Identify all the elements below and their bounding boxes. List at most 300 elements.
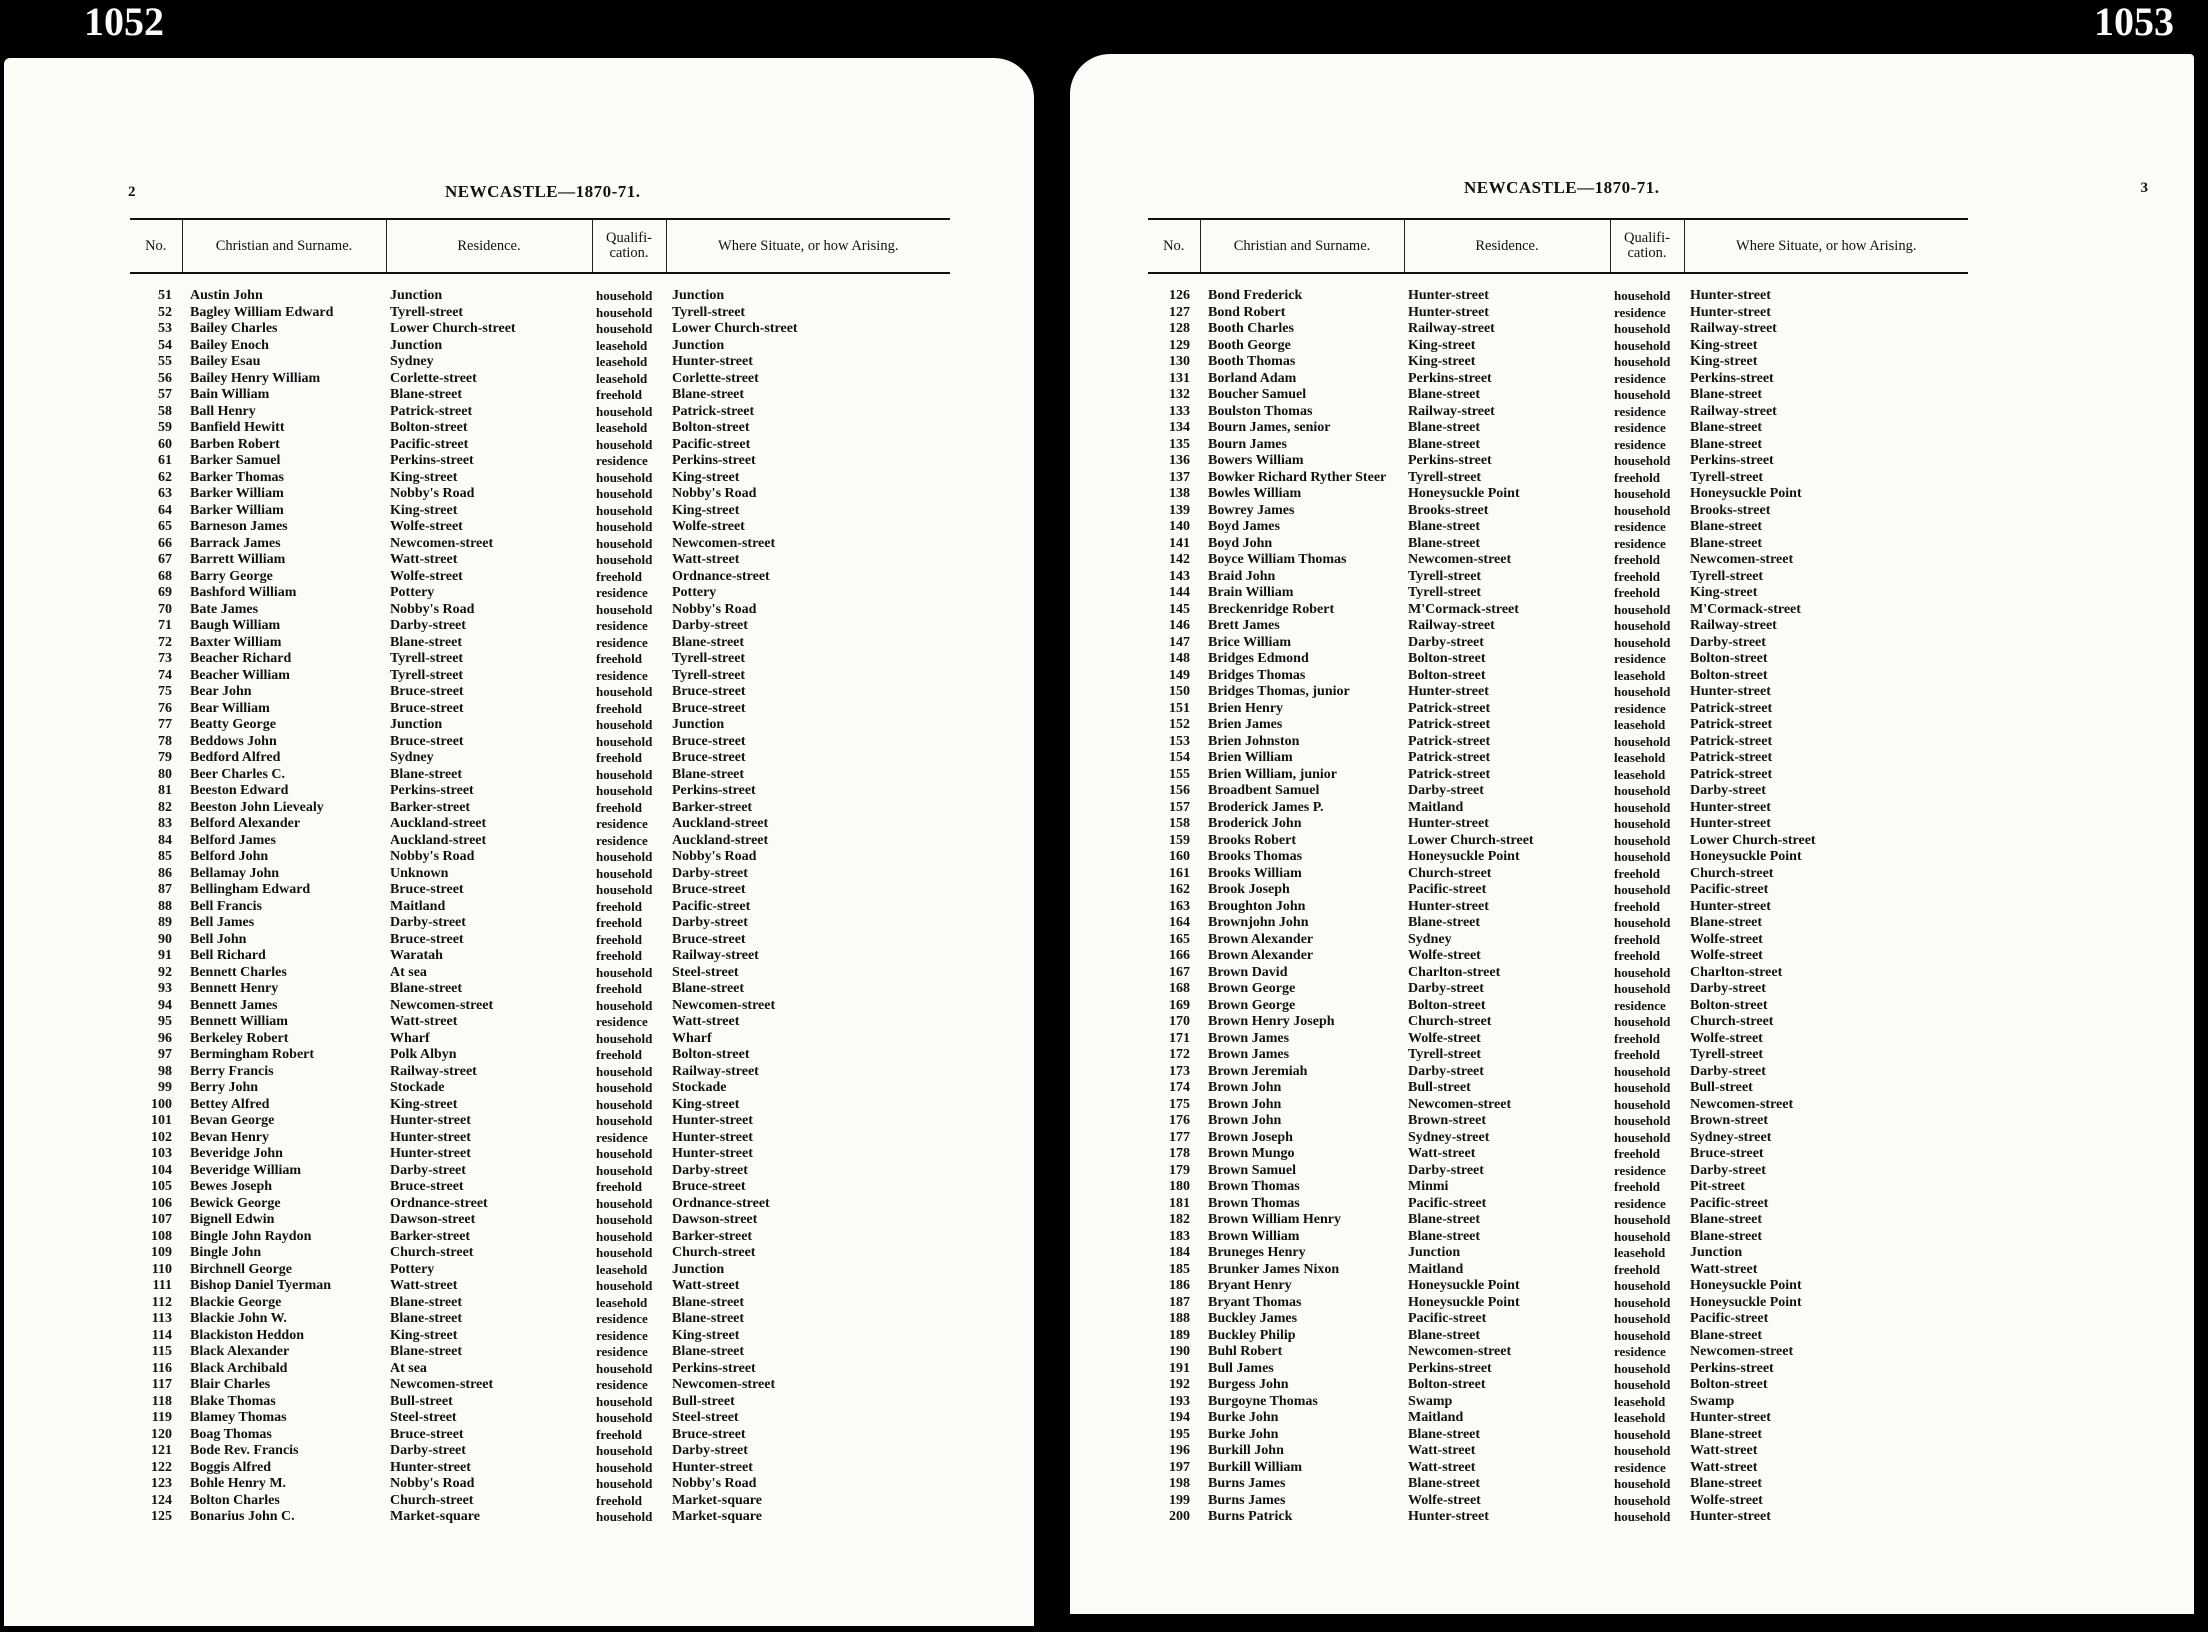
qualification: residence xyxy=(1614,370,1666,386)
entry-number: 131 xyxy=(1169,370,1190,386)
page-number: 3 xyxy=(2140,180,2148,196)
table-row xyxy=(1148,1245,1968,1262)
residence: Newcomen-street xyxy=(1408,1096,1512,1112)
qualification: household xyxy=(596,1063,653,1079)
voter-name: Boggis Alfred xyxy=(190,1459,272,1475)
where-situate: Corlette-street xyxy=(672,370,759,386)
residence: Tyrell-street xyxy=(390,667,464,683)
entry-number: 155 xyxy=(1169,766,1190,782)
residence: Blane-street xyxy=(390,1344,463,1359)
table-row xyxy=(130,1229,950,1246)
qualification: residence xyxy=(596,618,648,633)
where-situate: Hunter-street xyxy=(1690,288,1771,303)
residence: Darby-street xyxy=(390,915,466,930)
where-situate: Hunter-street xyxy=(1690,684,1771,699)
residence: Tyrell-street xyxy=(1408,1047,1482,1062)
entry-number: 96 xyxy=(158,1030,172,1046)
where-situate: Market-square xyxy=(672,1492,762,1508)
entry-number: 129 xyxy=(1169,337,1190,353)
table-row xyxy=(1148,404,1968,421)
entry-number: 124 xyxy=(151,1492,172,1508)
qualification: household xyxy=(596,436,653,452)
residence: Newcomen-street xyxy=(390,535,494,551)
residence: Bolton-street xyxy=(1408,997,1486,1013)
voter-name: Brown William xyxy=(1208,1228,1300,1244)
table-row xyxy=(1148,1179,1968,1196)
entry-number: 156 xyxy=(1169,783,1190,798)
voter-name: Bowrey James xyxy=(1208,502,1295,518)
voter-name: Barker William xyxy=(190,486,284,501)
qualification: freehold xyxy=(596,931,642,947)
residence: Darby-street xyxy=(1408,981,1484,996)
where-situate: Perkins-street xyxy=(672,1360,756,1376)
entry-number: 93 xyxy=(158,981,172,996)
table-row xyxy=(130,1212,950,1229)
qualification: household xyxy=(1614,634,1671,650)
residence: Pottery xyxy=(390,1261,435,1277)
entry-number: 94 xyxy=(158,997,172,1013)
where-situate: Stockade xyxy=(672,1080,727,1095)
where-situate: Barker-street xyxy=(672,799,753,815)
qualification: household xyxy=(1614,1377,1671,1392)
voter-name: Bennett William xyxy=(190,1014,288,1029)
residence: Auckland-street xyxy=(390,832,487,848)
where-situate: Perkins-street xyxy=(1690,453,1774,468)
residence: Junction xyxy=(390,337,443,353)
voter-name: Barker William xyxy=(190,502,284,518)
where-situate: Pacific-street xyxy=(672,436,751,452)
residence: Perkins-street xyxy=(1408,1360,1492,1376)
where-situate: Blane-street xyxy=(672,634,745,650)
entry-number: 88 xyxy=(158,898,172,914)
entry-number: 103 xyxy=(151,1146,172,1161)
voter-name: Beer Charles C. xyxy=(190,766,285,782)
where-situate: Newcomen-street xyxy=(1690,1344,1794,1359)
where-situate: Bruce-street xyxy=(672,931,746,947)
where-situate: Bruce-street xyxy=(672,750,746,765)
where-situate: Pacific-street xyxy=(1690,882,1769,897)
table-row xyxy=(1148,585,1968,602)
where-situate: Hunter-street xyxy=(672,1146,753,1161)
voter-name: Brown Alexander xyxy=(1208,948,1314,963)
qualification: household xyxy=(1614,733,1671,749)
qualification: residence xyxy=(596,634,648,650)
residence: Patrick-street xyxy=(1408,766,1491,782)
table-row xyxy=(130,437,950,454)
residence: Pacific-street xyxy=(1408,1311,1487,1326)
qualification: household xyxy=(596,403,653,419)
where-situate: Watt-street xyxy=(1690,1261,1758,1277)
entry-number: 133 xyxy=(1169,403,1190,419)
qualification: residence xyxy=(596,453,648,468)
where-situate: Hunter-street xyxy=(1690,816,1771,831)
table-row xyxy=(1148,965,1968,982)
where-situate: Dawson-street xyxy=(672,1212,758,1227)
where-situate: King-street xyxy=(1690,354,1758,369)
entry-number: 107 xyxy=(151,1212,172,1227)
running-head: NEWCASTLE—1870-71. xyxy=(1464,178,1660,197)
qualification: household xyxy=(596,304,653,320)
table-row xyxy=(130,503,950,520)
entry-number: 80 xyxy=(158,766,172,782)
qualification: household xyxy=(1614,1327,1671,1343)
table-row xyxy=(1148,1278,1968,1295)
voter-name: Broughton John xyxy=(1208,898,1306,914)
residence: Hunter-street xyxy=(390,1146,471,1161)
table-row xyxy=(1148,420,1968,437)
entry-number: 188 xyxy=(1169,1311,1190,1326)
table-row xyxy=(130,1427,950,1444)
qualification: household xyxy=(1614,799,1671,815)
entry-number: 161 xyxy=(1169,865,1190,881)
entry-number: 146 xyxy=(1169,618,1190,633)
where-situate: Railway-street xyxy=(1690,321,1777,336)
header-name: Christian and Surname. xyxy=(182,219,386,273)
residence: Minmi xyxy=(1408,1179,1449,1194)
entry-number: 162 xyxy=(1169,882,1190,897)
entry-number: 51 xyxy=(158,288,172,303)
qualification: household xyxy=(1614,1278,1671,1293)
qualification: residence xyxy=(1614,535,1666,551)
voter-name: Buckley James xyxy=(1208,1311,1298,1326)
where-situate: Tyrell-street xyxy=(672,651,746,666)
qualification: household xyxy=(1614,849,1671,864)
residence: Barker-street xyxy=(390,799,471,815)
entry-number: 77 xyxy=(158,717,172,732)
qualification: leasehold xyxy=(1614,1410,1666,1425)
where-situate: Pacific-street xyxy=(1690,1311,1769,1326)
qualification: household xyxy=(1614,1294,1671,1310)
residence: Junction xyxy=(1408,1245,1461,1260)
voter-name: Bewick George xyxy=(190,1195,281,1211)
voter-name: Broadbent Samuel xyxy=(1208,783,1320,798)
residence: Railway-street xyxy=(390,1063,477,1079)
entry-number: 114 xyxy=(151,1327,172,1343)
residence: Lower Church-street xyxy=(390,321,516,336)
entry-number: 184 xyxy=(1169,1245,1190,1260)
residence: Blane-street xyxy=(1408,1426,1481,1442)
where-situate: Blane-street xyxy=(1690,436,1763,452)
residence: Patrick-street xyxy=(390,403,473,419)
residence: Railway-street xyxy=(1408,403,1495,419)
entry-number: 81 xyxy=(158,783,172,798)
where-situate: Nobby's Road xyxy=(672,1476,757,1491)
qualification: household xyxy=(596,1080,653,1095)
residence: Patrick-street xyxy=(1408,733,1491,749)
table-row xyxy=(130,404,950,421)
residence: Blane-street xyxy=(1408,1327,1481,1343)
residence: Church-street xyxy=(390,1245,474,1260)
entry-number: 136 xyxy=(1169,453,1190,468)
entry-number: 183 xyxy=(1169,1228,1190,1244)
where-situate: Tyrell-street xyxy=(1690,1047,1764,1062)
where-situate: Wolfe-street xyxy=(1690,1030,1763,1046)
residence: Darby-street xyxy=(1408,634,1484,650)
entry-number: 175 xyxy=(1169,1096,1190,1112)
where-situate: Honeysuckle Point xyxy=(1690,1278,1802,1293)
entry-number: 110 xyxy=(151,1261,172,1277)
voter-name: Ball Henry xyxy=(190,403,256,419)
residence: Darby-street xyxy=(390,618,466,633)
qualification: household xyxy=(596,1113,653,1128)
where-situate: Brooks-street xyxy=(1690,502,1771,518)
entry-number: 87 xyxy=(158,882,172,897)
voter-name: Bashford William xyxy=(190,585,297,600)
table-row xyxy=(130,486,950,503)
residence: Railway-street xyxy=(1408,321,1495,336)
entry-number: 152 xyxy=(1169,717,1190,732)
residence: Wolfe-street xyxy=(1408,1492,1481,1508)
residence: Stockade xyxy=(390,1080,445,1095)
table-row xyxy=(1148,849,1968,866)
voter-name: Black Archibald xyxy=(190,1360,288,1376)
voter-name: Beveridge John xyxy=(190,1146,283,1161)
where-situate: King-street xyxy=(672,1096,740,1112)
entry-number: 164 xyxy=(1169,915,1190,930)
where-situate: Patrick-street xyxy=(1690,750,1773,765)
residence: Bull-street xyxy=(1408,1080,1471,1095)
table-header-row xyxy=(130,219,950,273)
voter-name: Bailey Esau xyxy=(190,354,261,369)
qualification: freehold xyxy=(1614,931,1660,947)
where-situate: Patrick-street xyxy=(1690,700,1773,716)
voter-name: Brown James xyxy=(1208,1047,1290,1062)
residence: Hunter-street xyxy=(1408,288,1489,303)
voter-name: Brown Thomas xyxy=(1208,1195,1300,1211)
voter-name: Brown John xyxy=(1208,1113,1282,1128)
entry-number: 60 xyxy=(158,436,172,452)
voter-name: Brown John xyxy=(1208,1080,1282,1095)
voter-name: Bignell Edwin xyxy=(190,1212,275,1227)
entry-number: 128 xyxy=(1169,321,1190,336)
where-situate: Honeysuckle Point xyxy=(1690,1294,1802,1310)
voter-name: Brown John xyxy=(1208,1096,1282,1112)
voter-name: Brien Johnston xyxy=(1208,733,1300,749)
residence: King-street xyxy=(1408,354,1476,369)
where-situate: Bolton-street xyxy=(672,1047,750,1062)
table-row xyxy=(1148,635,1968,652)
voter-name: Barker Samuel xyxy=(190,453,281,468)
entry-number: 135 xyxy=(1169,436,1190,452)
residence: Pacific-street xyxy=(1408,1195,1487,1211)
residence: Tyrell-street xyxy=(390,304,464,320)
qualification: freehold xyxy=(596,1426,642,1442)
voter-name: Bermingham Robert xyxy=(190,1047,315,1062)
qualification: household xyxy=(596,717,653,732)
entry-number: 134 xyxy=(1169,420,1190,435)
voter-name: Brown James xyxy=(1208,1030,1290,1046)
table-row xyxy=(130,915,950,932)
header-qualification: Qualifi-cation. xyxy=(592,219,666,273)
where-situate: Steel-street xyxy=(672,1410,739,1425)
where-situate: Blane-street xyxy=(672,1311,745,1326)
table-row xyxy=(130,1163,950,1180)
voter-name: Broderick John xyxy=(1208,816,1302,831)
table-row xyxy=(130,866,950,883)
entry-number: 177 xyxy=(1169,1129,1190,1145)
voter-name: Boyd James xyxy=(1208,519,1280,534)
table-row xyxy=(1148,1014,1968,1031)
residence: Bruce-street xyxy=(390,733,464,749)
entry-number: 59 xyxy=(158,420,172,435)
running-head: NEWCASTLE—1870-71. xyxy=(445,182,641,201)
table-row xyxy=(1148,1328,1968,1345)
table-row xyxy=(1148,1311,1968,1328)
qualification: freehold xyxy=(1614,948,1660,963)
qualification: residence xyxy=(596,585,648,600)
qualification: household xyxy=(596,882,653,897)
where-situate: Bull-street xyxy=(1690,1080,1753,1095)
voter-name: Boyce William Thomas xyxy=(1208,552,1347,567)
voter-name: Brett James xyxy=(1208,618,1280,633)
qualification: household xyxy=(1614,1443,1671,1458)
voter-name: Booth George xyxy=(1208,337,1291,353)
table-row xyxy=(130,800,950,817)
entry-number: 113 xyxy=(151,1311,172,1326)
where-situate: Bolton-street xyxy=(1690,651,1768,666)
where-situate: Darby-street xyxy=(672,915,748,930)
table-row xyxy=(130,1394,950,1411)
residence: Bolton-street xyxy=(1408,651,1486,666)
where-situate: King-street xyxy=(1690,337,1758,353)
table-row xyxy=(1148,1229,1968,1246)
qualification: residence xyxy=(596,1014,648,1029)
table-row xyxy=(1148,1295,1968,1312)
voter-name: Brooks Robert xyxy=(1208,832,1297,848)
entry-number: 119 xyxy=(151,1410,172,1425)
entry-number: 52 xyxy=(158,304,172,320)
voter-name: Bryant Henry xyxy=(1208,1278,1292,1293)
entry-number: 125 xyxy=(151,1509,172,1524)
qualification: household xyxy=(596,601,653,617)
where-situate: Blane-street xyxy=(672,766,745,782)
voter-name: Austin John xyxy=(190,288,263,303)
entry-number: 90 xyxy=(158,931,172,947)
voter-name: Brownjohn John xyxy=(1208,915,1309,930)
residence: Newcomen-street xyxy=(390,1377,494,1392)
where-situate: Swamp xyxy=(1690,1393,1735,1409)
qualification: freehold xyxy=(596,568,642,584)
table-row xyxy=(130,1476,950,1493)
entry-number: 185 xyxy=(1169,1261,1190,1277)
table-row xyxy=(1148,618,1968,635)
qualification: household xyxy=(596,1162,653,1178)
voter-name: Belford James xyxy=(190,832,276,848)
where-situate: Watt-street xyxy=(672,552,740,567)
voter-name: Burke John xyxy=(1208,1426,1279,1442)
residence: Blane-street xyxy=(390,766,463,782)
qualification: residence xyxy=(596,1377,648,1392)
voter-name: Barker Thomas xyxy=(190,469,284,485)
residence: Sydney xyxy=(390,750,434,765)
entry-number: 165 xyxy=(1169,931,1190,947)
where-situate: Pit-street xyxy=(1690,1179,1745,1194)
where-situate: Bolton-street xyxy=(672,420,750,435)
entry-number: 74 xyxy=(158,667,172,683)
where-situate: Bruce-street xyxy=(672,733,746,749)
voter-name: Burkill John xyxy=(1208,1443,1284,1458)
table-row xyxy=(1148,569,1968,586)
where-situate: Blane-street xyxy=(672,981,745,996)
entry-number: 91 xyxy=(158,948,172,963)
voter-name: Brown George xyxy=(1208,981,1296,996)
qualification: household xyxy=(596,1212,653,1227)
entry-number: 189 xyxy=(1169,1327,1190,1343)
folio-number: 1053 xyxy=(2094,0,2174,44)
voter-name: Bridges Thomas, junior xyxy=(1208,684,1350,699)
voter-name: Bear John xyxy=(190,684,252,699)
where-situate: Nobby's Road xyxy=(672,486,757,501)
residence: Market-square xyxy=(390,1509,480,1524)
residence: Maitland xyxy=(1408,1261,1464,1277)
where-situate: Hunter-street xyxy=(1690,898,1771,914)
residence: Blane-street xyxy=(1408,1476,1481,1491)
entry-number: 64 xyxy=(158,502,172,518)
entry-number: 99 xyxy=(158,1080,172,1095)
qualification: residence xyxy=(596,816,648,831)
table-row xyxy=(1148,915,1968,932)
qualification: household xyxy=(1614,1096,1671,1112)
entry-number: 84 xyxy=(158,832,172,848)
qualification: freehold xyxy=(596,898,642,914)
where-situate: Patrick-street xyxy=(1690,766,1773,782)
qualification: freehold xyxy=(596,1179,642,1194)
entry-number: 174 xyxy=(1169,1080,1190,1095)
where-situate: King-street xyxy=(672,1327,740,1343)
entry-number: 147 xyxy=(1169,634,1190,650)
voter-name: Bond Frederick xyxy=(1208,288,1303,303)
table-row xyxy=(130,420,950,437)
entry-number: 58 xyxy=(158,403,172,419)
residence: Wolfe-street xyxy=(390,519,463,534)
entry-number: 67 xyxy=(158,552,172,567)
table-row xyxy=(1148,470,1968,487)
table-row xyxy=(1148,371,1968,388)
qualification: leasehold xyxy=(596,1294,648,1310)
entry-number: 76 xyxy=(158,700,172,716)
voter-name: Bohle Henry M. xyxy=(190,1476,287,1491)
entry-number: 82 xyxy=(158,799,172,815)
entry-number: 186 xyxy=(1169,1278,1190,1293)
residence: Wolfe-street xyxy=(390,568,463,584)
voter-name: Boag Thomas xyxy=(190,1426,272,1442)
residence: Honeysuckle Point xyxy=(1408,1294,1520,1310)
residence: Hunter-street xyxy=(1408,816,1489,831)
where-situate: Bruce-street xyxy=(672,700,746,716)
where-situate: Wolfe-street xyxy=(672,519,745,534)
voter-name: Brown William Henry xyxy=(1208,1212,1342,1227)
voter-name: Brice William xyxy=(1208,634,1292,650)
table-row xyxy=(1148,948,1968,965)
where-situate: King-street xyxy=(672,502,740,518)
residence: Hunter-street xyxy=(390,1459,471,1475)
residence: Barker-street xyxy=(390,1228,471,1244)
where-situate: Bolton-street xyxy=(1690,1377,1768,1392)
qualification: leasehold xyxy=(1614,766,1666,782)
table-row xyxy=(1148,1064,1968,1081)
qualification: household xyxy=(596,1245,653,1260)
residence: M'Cormack-street xyxy=(1408,601,1519,617)
qualification: household xyxy=(1614,1509,1671,1524)
qualification: freehold xyxy=(1614,469,1660,485)
residence: Pottery xyxy=(390,585,435,600)
residence: Wolfe-street xyxy=(1408,1030,1481,1046)
table-row xyxy=(130,536,950,553)
table-row xyxy=(1148,684,1968,701)
qualification: household xyxy=(1614,601,1671,617)
voter-name: Banfield Hewitt xyxy=(190,420,285,435)
entry-number: 166 xyxy=(1169,948,1190,963)
